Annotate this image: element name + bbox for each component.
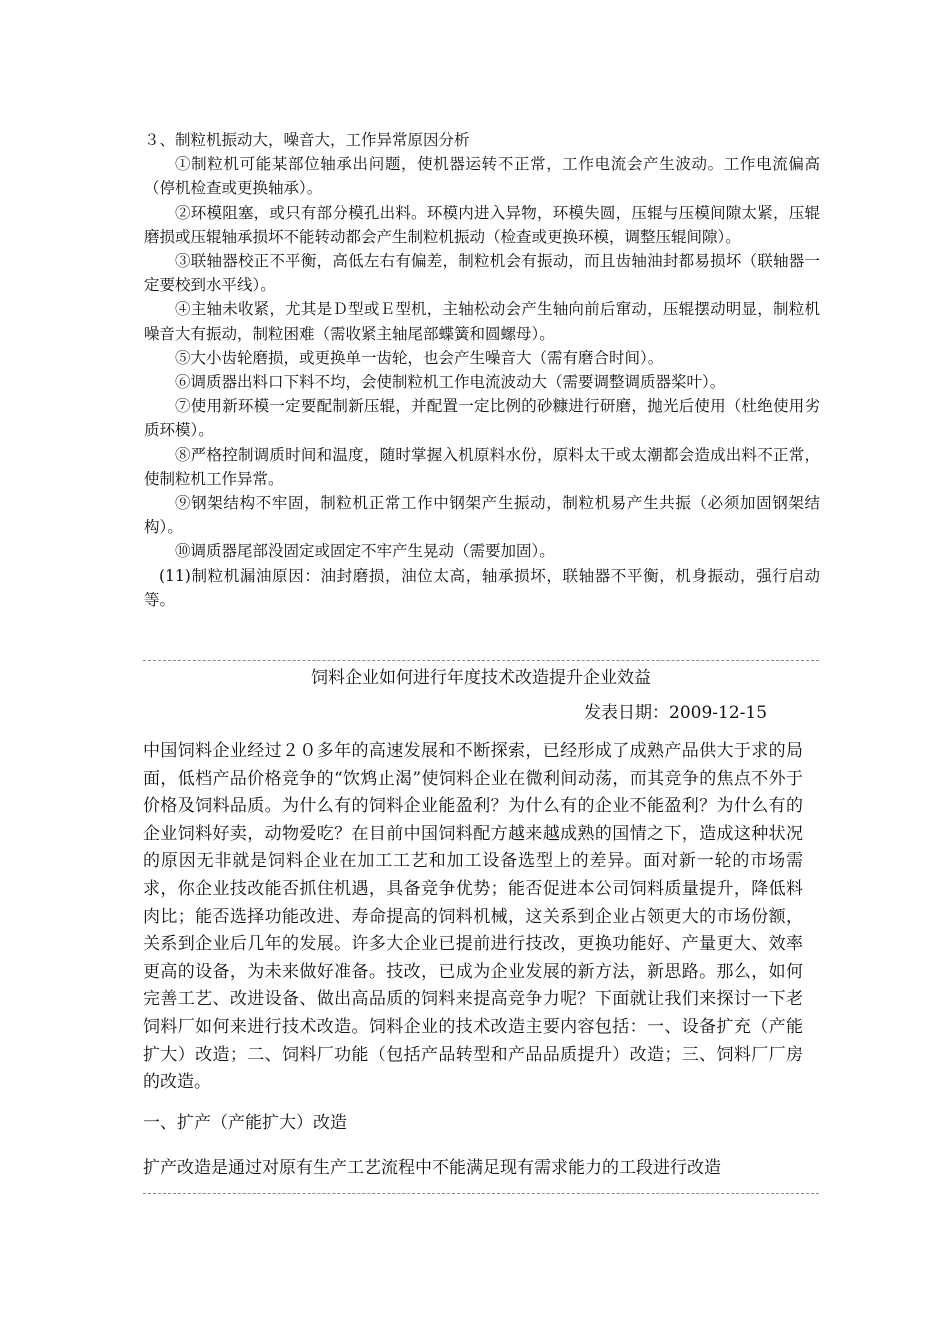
cause-item-9: ⑨钢架结构不牢固，制粒机正常工作中钢架产生振动，制粒机易产生共振（必须加固钢架结构）。: [144, 494, 820, 537]
cause-item-1: ①制粒机可能某部位轴承出问题，使机器运转不正常，工作电流会产生波动。工作电流偏高（停机检查或更换轴承）。: [144, 155, 820, 198]
granulator-vibration-section: [144, 128, 820, 612]
section-divider: [143, 660, 819, 661]
cause-item-8: ⑧严格控制调质时间和温度，随时掌握入机原料水份，原料太干或太潮都会造成出料不正常，使制粒机工作异常。: [144, 445, 820, 488]
bottom-divider: [143, 1193, 819, 1194]
cause-item-7: ⑦使用新环模一定要配制新压辊，并配置一定比例的砂糠进行研磨，抛光后使用（杜绝使用劣质环模）。: [144, 397, 820, 440]
cause-item-11: (11)制粒机漏油原因：油封磨损，油位太高，轴承损坏，联轴器不平衡，机身振动，强行启动等。: [144, 566, 820, 609]
publish-date: 发表日期：2009-12-15: [584, 703, 768, 723]
cause-item-10: ⑩调质器尾部没固定或固定不牢产生晃动（需要加固）。: [175, 542, 555, 561]
article-body: 中国饲料企业经过２０多年的高速发展和不断探索，已经形成了成熟产品供大于求的局面，低档产品价格竞争的“饮鸩止渴”使饲料企业在微利间动荡，而其竞争的焦点不外于价格及饲料品质。为什么有的饲料企业能盈利？为什么有的企业不能盈利？为什么有的企业饲料好卖，动物爱吃？在目前中国饲料配方越来越成熟的国情之下，造成这种状况的原因无非就是饲料企业在加工工艺和加工设备选型上的差异。面对新一轮的市场需求，你企业技改能否抓住机遇，具备竞争优势；能否促进本公司饲料质量提升，降低料肉比；能否选择功能改进、寿命提高的饲料机械，这关系到企业占领更大的市场份额，关系到企业后几年的发展。许多大企业已提前进行技改，更换功能好、产量更大、效率更高的设备，为未来做好准备。技改，已成为企业发展的新方法，新思路。那么，如何完善工艺、改进设备、做出高品质的饲料来提高竞争力呢？下面就让我们来探讨一下老饲料厂如何来进行技术改造。饲料企业的技术改造主要内容包括：一、设备扩充（产能扩大）改造；二、饲料厂功能（包括产品转型和产品品质提升）改造；三、饲料厂厂房的改造。: [143, 741, 803, 1093]
article-subheading: 一、扩产（产能扩大）改造: [143, 1113, 347, 1133]
cause-item-2: ②环模阻塞，或只有部分模孔出料。环模内进入异物，环模失圆，压辊与压模间隙太紧，压辊磨损或压辊轴承损坏不能转动都会产生制粒机振动（检查或更换环模，调整压辊间隙）。: [144, 203, 820, 246]
cause-item-5: ⑤大小齿轮磨损，或更换单一齿轮，也会产生噪音大（需有磨合时间）。: [175, 348, 664, 367]
article-title: 饲料企业如何进行年度技术改造提升企业效益: [311, 668, 651, 688]
cause-item-4: ④主轴未收紧，尤其是Ｄ型或Ｅ型机，主轴松动会产生轴向前后窜动，压辊摆动明显，制粒机噪音大有振动，制粒困难（需收紧主轴尾部蝶簧和圆螺母）。: [144, 300, 820, 343]
cause-item-6: ⑥调质器出料口下料不均，会使制粒机工作电流波动大（需要调整调质器桨叶）。: [175, 373, 726, 392]
article-body-continued: 扩产改造是通过对原有生产工艺流程中不能满足现有需求能力的工段进行改造: [143, 1158, 721, 1178]
cause-item-3: ③联轴器校正不平衡，高低左右有偏差，制粒机会有振动，而且齿轴油封都易损坏（联轴器一定要校到水平线）。: [144, 252, 820, 295]
section-heading: ３、制粒机振动大，噪音大，工作异常原因分析: [144, 131, 470, 149]
